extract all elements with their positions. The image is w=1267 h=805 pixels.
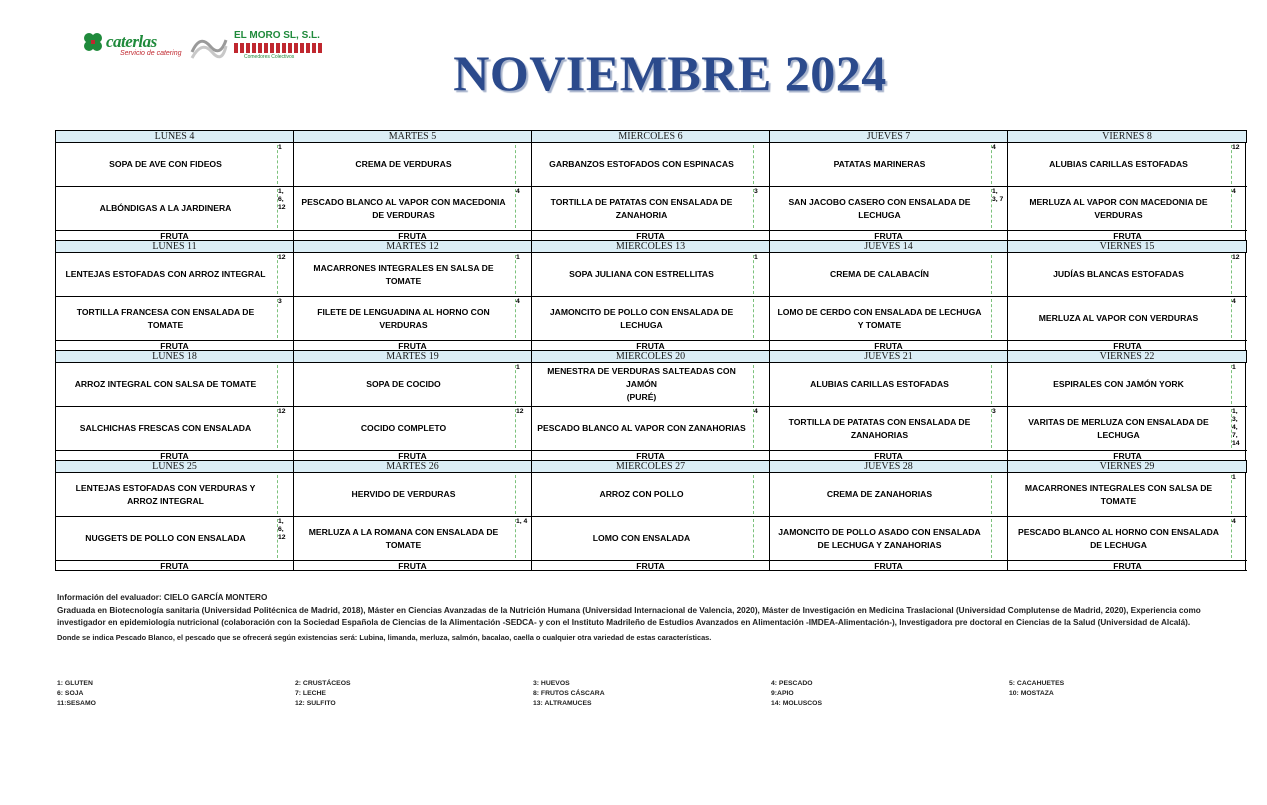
dessert: FRUTA (294, 341, 532, 350)
allergen-codes: 1 (278, 144, 282, 151)
week-row (55, 460, 1246, 571)
clover-icon (82, 32, 104, 52)
day-header: JUEVES 7 (770, 130, 1008, 143)
first-course (1008, 253, 1247, 297)
allergen-codes: 12 (278, 254, 286, 261)
dessert: FRUTA (294, 231, 532, 240)
dessert: FRUTA (532, 561, 770, 571)
dish-name: LOMO CON ENSALADA (592, 533, 691, 543)
day-header: LUNES 18 (56, 350, 294, 363)
second-course (56, 517, 294, 561)
page-title: NOVIEMBRE 2024 (453, 45, 887, 101)
day-header: MARTES 12 (294, 240, 532, 253)
second-course (532, 187, 770, 231)
day-header: JUEVES 21 (770, 350, 1008, 363)
allergen-codes: 1, 6, 12 (278, 518, 286, 541)
first-course (1008, 363, 1247, 407)
day-header: VIERNES 8 (1008, 130, 1247, 143)
dish-name: NUGGETS DE POLLO CON ENSALADA (85, 533, 246, 543)
brand-tagline: Servicio de catering (120, 50, 182, 57)
dish-name: LENTEJAS ESTOFADAS CON ARROZ INTEGRAL (65, 269, 266, 279)
dish-name: PESCADO BLANCO AL VAPOR CON MACEDONIA DE VERDURAS (301, 196, 506, 220)
first-course (294, 143, 532, 187)
allergen-codes: 4 (992, 144, 996, 151)
day-header: MIERCOLES 27 (532, 460, 770, 473)
dish-name: SOPA DE AVE CON FIDEOS (109, 159, 222, 169)
dessert: FRUTA (770, 451, 1008, 460)
allergen-codes: 1, 3, 7 (992, 188, 1004, 203)
allergen-item: 9:APIO (771, 690, 794, 697)
allergen-legend (57, 679, 1237, 709)
dish-name: SOPA JULIANA CON ESTRELLITAS (569, 269, 714, 279)
dish-name: VARITAS DE MERLUZA CON ENSALADA DE LECHUGA (1028, 416, 1209, 440)
allergen-codes: 3 (754, 188, 758, 195)
day-header: MIERCOLES 20 (532, 350, 770, 363)
allergen-codes: 1, 6, 12 (278, 188, 286, 211)
allergen-codes: 1, 4 (516, 518, 528, 525)
allergen-codes: 1 (754, 254, 758, 261)
dish-name: SALCHICHAS FRESCAS CON ENSALADA (79, 423, 252, 433)
day-header: MIERCOLES 6 (532, 130, 770, 143)
day-header: MIERCOLES 13 (532, 240, 770, 253)
first-course (294, 473, 532, 517)
dessert: FRUTA (294, 561, 532, 571)
dish-name: TORTILLA DE PATATAS CON ENSALADA DE ZANAHORIA (550, 196, 733, 220)
allergen-item: 6: SOJA (57, 690, 84, 697)
dish-name: MACARRONES INTEGRALES CON SALSA DE TOMATE (1024, 482, 1213, 506)
dish-name: ALUBIAS CARILLAS ESTOFADAS (1049, 159, 1188, 169)
allergen-codes: 12 (1232, 144, 1240, 151)
logos (82, 28, 327, 62)
allergen-item: 11:SESAMO (57, 700, 96, 707)
allergen-codes: 3 (278, 298, 282, 305)
dish-name: CREMA DE VERDURAS (355, 159, 452, 169)
first-course (770, 143, 1008, 187)
first-course (56, 143, 294, 187)
week-row (55, 240, 1246, 350)
dish-name: MENESTRA DE VERDURAS SALTEADAS CON JAMÓN (PURÉ) (547, 366, 736, 402)
caterlas-logo (82, 30, 186, 58)
allergen-codes: 1, 3, 4, 7, 14 (1232, 408, 1240, 447)
day-header: VIERNES 15 (1008, 240, 1247, 253)
allergen-codes: 12 (516, 408, 524, 415)
first-course (56, 363, 294, 407)
dessert: FRUTA (532, 231, 770, 240)
allergen-item: 8: FRUTOS CÁSCARA (533, 690, 605, 697)
dessert: FRUTA (770, 231, 1008, 240)
allergen-item: 10: MOSTAZA (1009, 690, 1054, 697)
day-header: MARTES 19 (294, 350, 532, 363)
allergen-codes: 4 (516, 298, 520, 305)
allergen-item: 14: MOLUSCOS (771, 700, 822, 707)
second-course (532, 297, 770, 341)
second-course (294, 407, 532, 451)
dessert: FRUTA (56, 341, 294, 350)
allergen-item: 4: PESCADO (771, 680, 813, 687)
day-header: VIERNES 22 (1008, 350, 1247, 363)
day-header: LUNES 11 (56, 240, 294, 253)
dessert: FRUTA (1113, 341, 1142, 350)
dish-name: COCIDO COMPLETO (360, 423, 447, 433)
second-course (770, 517, 1008, 561)
allergen-codes: 3 (992, 408, 996, 415)
day-header: JUEVES 14 (770, 240, 1008, 253)
dish-name: ARROZ CON POLLO (599, 489, 684, 499)
first-course (770, 363, 1008, 407)
first-course (294, 363, 532, 407)
day-header: VIERNES 29 (1008, 460, 1247, 473)
allergen-item: 5: CACAHUETES (1009, 680, 1065, 687)
dish-name: CREMA DE CALABACÍN (830, 269, 929, 279)
dish-name: HERVIDO DE VERDURAS (351, 489, 456, 499)
dish-name: JAMONCITO DE POLLO CON ENSALADA DE LECHUGA (549, 306, 734, 330)
second-course (56, 407, 294, 451)
fish-note: Donde se indica Pescado Blanco, el pescado que se ofrecerá según existencias será: Lubina, limanda, merluza, salmón, bacalao, caella o cualquier otra variedad de estas características. (57, 632, 712, 642)
company-name: EL MORO SL, S.L. (234, 30, 320, 41)
first-course (1008, 473, 1247, 517)
first-course (56, 253, 294, 297)
second-course (770, 297, 1008, 341)
allergen-codes: 4 (1232, 188, 1236, 195)
first-course (770, 473, 1008, 517)
second-course (1008, 297, 1247, 341)
second-course (1008, 407, 1247, 451)
evaluator-credentials: Graduada en Biotecnología sanitaria (Universidad Politécnica de Madrid, 2018), Máster en Ciencias Avanzadas de la Nutrición Humana (Universidad Internacional de Valencia, 2020), Máster de Investigación en Medicina Traslacional (Universidad Complutense de Madrid, 2020), Experiencia como investigador en epidemiología nutricional (colaboración con la Sociedad Española de Ciencias de la Alimentación -SEDCA- y con el Instituto Madrileño de Estudios Avanzados en Alimentación -IMDEA-Alimentación-), Investigadora pre doctoral en Ciencias de la Salud (Universidad de Alcalá). (57, 605, 1201, 627)
day-header: LUNES 25 (56, 460, 294, 473)
first-course (770, 253, 1008, 297)
allergen-codes: 1 (1232, 474, 1236, 481)
allergen-codes: 12 (278, 408, 286, 415)
dish-name: MERLUZA A LA ROMANA CON ENSALADA DE TOMATE (308, 526, 499, 550)
day-header: MARTES 26 (294, 460, 532, 473)
dessert: FRUTA (770, 341, 1008, 350)
second-course (56, 297, 294, 341)
second-course (294, 517, 532, 561)
allergen-codes: 1 (516, 364, 520, 371)
dish-name: MERLUZA AL VAPOR CON MACEDONIA DE VERDURAS (1029, 196, 1208, 220)
dessert: FRUTA (532, 341, 770, 350)
dish-name: ALUBIAS CARILLAS ESTOFADAS (810, 379, 949, 389)
dessert: FRUTA (1008, 561, 1247, 571)
second-course (532, 517, 770, 561)
allergen-codes: 1 (516, 254, 520, 261)
dish-name: ALBÓNDIGAS A LA JARDINERA (99, 203, 232, 213)
allergen-codes: 4 (754, 408, 758, 415)
second-course (532, 407, 770, 451)
first-course (1008, 143, 1247, 187)
allergen-codes: 4 (516, 188, 520, 195)
second-course (770, 187, 1008, 231)
first-course (532, 253, 770, 297)
dish-name: GARBANZOS ESTOFADOS CON ESPINACAS (549, 159, 734, 169)
dessert: FRUTA (294, 451, 532, 460)
allergen-codes: 12 (1232, 254, 1240, 261)
allergen-codes: 4 (1232, 298, 1236, 305)
dish-name: TORTILLA DE PATATAS CON ENSALADA DE ZANAHORIAS (788, 416, 971, 440)
allergen-item: 12: SULFITO (295, 700, 336, 707)
dish-name: PATATAS MARINERAS (833, 159, 926, 169)
first-course (532, 473, 770, 517)
second-course (1008, 187, 1247, 231)
day-header: MARTES 5 (294, 130, 532, 143)
dessert: FRUTA (1113, 451, 1142, 460)
dessert: FRUTA (532, 451, 770, 460)
dessert: FRUTA (56, 231, 294, 240)
dish-name: ESPIRALES CON JAMÓN YORK (1053, 379, 1184, 389)
second-course (294, 297, 532, 341)
allergen-codes: 4 (1232, 518, 1236, 525)
dish-name: SOPA DE COCIDO (366, 379, 441, 389)
dessert: FRUTA (770, 561, 1008, 571)
dish-name: TORTILLA FRANCESA CON ENSALADA DE TOMATE (76, 306, 255, 330)
dessert: FRUTA (56, 451, 294, 460)
allergen-codes: 1 (1232, 364, 1236, 371)
week-row (55, 350, 1246, 460)
dish-name: FILETE DE LENGUADINA AL HORNO CON VERDURAS (317, 306, 490, 330)
dish-name: PESCADO BLANCO AL VAPOR CON ZANAHORIAS (537, 423, 746, 433)
first-course (56, 473, 294, 517)
allergen-item: 7: LECHE (295, 690, 326, 697)
dish-name: MERLUZA AL VAPOR CON VERDURAS (1038, 313, 1199, 323)
dish-name: ARROZ INTEGRAL CON SALSA DE TOMATE (74, 379, 257, 389)
allergen-item: 3: HUEVOS (533, 680, 570, 687)
day-header: JUEVES 28 (770, 460, 1008, 473)
second-course (294, 187, 532, 231)
dish-name: MACARRONES INTEGRALES EN SALSA DE TOMATE (313, 262, 494, 286)
week-row (55, 130, 1246, 240)
dish-name: CREMA DE ZANAHORIAS (826, 489, 933, 499)
company-tagline: Comedores Colectivos (244, 54, 295, 60)
evaluator-info (57, 592, 1227, 644)
first-course (532, 143, 770, 187)
first-course (532, 363, 770, 407)
day-header: LUNES 4 (56, 130, 294, 143)
dish-name: PESCADO BLANCO AL HORNO CON ENSALADA DE LECHUGA (1017, 526, 1219, 550)
second-course (56, 187, 294, 231)
dish-name: JAMONCITO DE POLLO ASADO CON ENSALADA DE LECHUGA Y ZANAHORIAS (778, 526, 981, 550)
allergen-item: 2: CRUSTÁCEOS (295, 680, 351, 687)
brand-name: caterlas (106, 32, 157, 51)
allergen-item: 13: ALTRAMUCES (533, 700, 592, 707)
dessert: FRUTA (56, 561, 294, 571)
dish-name: LOMO DE CERDO CON ENSALADA DE LECHUGA Y TOMATE (777, 306, 982, 330)
second-course (1008, 517, 1247, 561)
dessert: FRUTA (1113, 231, 1142, 240)
dish-name: JUDÍAS BLANCAS ESTOFADAS (1053, 269, 1184, 279)
swirl-logo-icon (190, 32, 228, 60)
menu-table (55, 130, 1246, 571)
dish-name: SAN JACOBO CASERO CON ENSALADA DE LECHUGA (788, 196, 971, 220)
second-course (770, 407, 1008, 451)
allergen-item: 1: GLUTEN (57, 680, 93, 687)
dish-name: LENTEJAS ESTOFADAS CON VERDURAS Y ARROZ INTEGRAL (75, 482, 256, 506)
evaluator-name: Información del evaluador: CIELO GARCÍA MONTERO (57, 593, 268, 602)
first-course (294, 253, 532, 297)
